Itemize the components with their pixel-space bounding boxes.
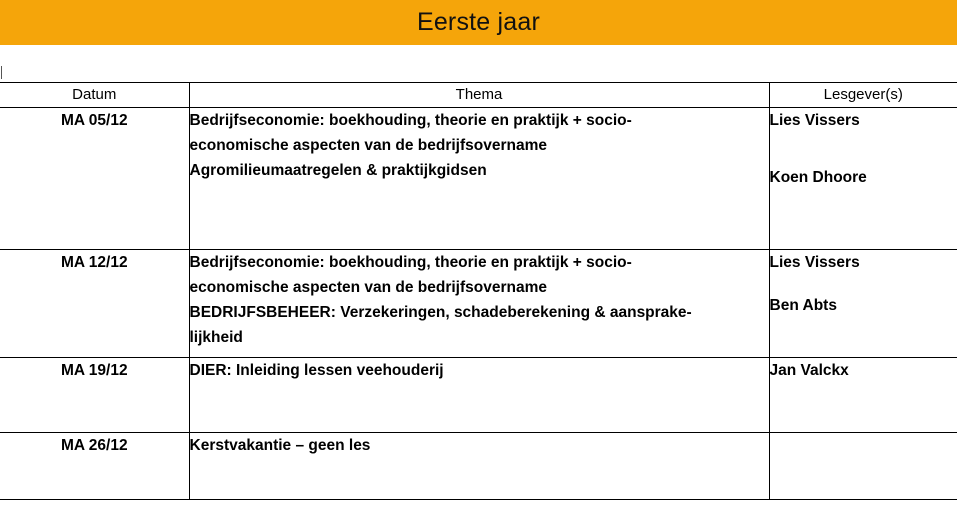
date-cell: MA 12/12: [0, 250, 189, 358]
theme-cell: [189, 250, 769, 358]
page-title: Eerste jaar: [416, 8, 541, 36]
date-cell: MA 05/12: [0, 108, 189, 250]
teacher-cell: [769, 108, 957, 250]
title-banner: [0, 0, 957, 45]
schedule-table: [0, 82, 957, 500]
table-header-row: [0, 83, 957, 108]
theme-line: lijkheid: [189, 329, 243, 346]
theme-line: DIER: Inleiding lessen veehouderij: [189, 362, 444, 379]
table-row: [0, 250, 957, 358]
teacher-name: Koen Dhoore: [769, 169, 867, 186]
theme-line: BEDRIJFSBEHEER: Verzekeringen, schadeberekening & aansprake-: [189, 304, 692, 321]
theme-cell: [189, 108, 769, 250]
column-header-date: Datum: [0, 83, 189, 108]
theme-cell: [189, 433, 769, 500]
text-cursor: [1, 66, 2, 79]
teacher-gap: [770, 133, 957, 165]
teacher-name: Lies Vissers: [769, 112, 860, 129]
teacher-name: Lies Vissers: [769, 254, 860, 271]
date-cell: MA 19/12: [0, 358, 189, 433]
theme-cell: [189, 358, 769, 433]
column-header-teachers: Lesgever(s): [769, 83, 957, 108]
table-row: [0, 358, 957, 433]
table-row: [0, 108, 957, 250]
theme-line: economische aspecten van de bedrijfsovername: [189, 279, 547, 296]
teacher-cell: [769, 433, 957, 500]
theme-line: Agromilieumaatregelen & praktijkgidsen: [189, 162, 487, 179]
teacher-name: Jan Valckx: [769, 362, 849, 379]
theme-line: Kerstvakantie – geen les: [189, 437, 371, 454]
table-row: [0, 433, 957, 500]
teacher-gap: [770, 275, 957, 293]
theme-line: Bedrijfseconomie: boekhouding, theorie en praktijk + socio-: [189, 112, 632, 129]
teacher-name: Ben Abts: [769, 297, 837, 314]
column-header-theme: Thema: [189, 83, 769, 108]
theme-line: economische aspecten van de bedrijfsovername: [189, 137, 547, 154]
date-cell: MA 26/12: [0, 433, 189, 500]
theme-line: Bedrijfseconomie: boekhouding, theorie en praktijk + socio-: [189, 254, 632, 271]
teacher-cell: [769, 250, 957, 358]
teacher-cell: [769, 358, 957, 433]
